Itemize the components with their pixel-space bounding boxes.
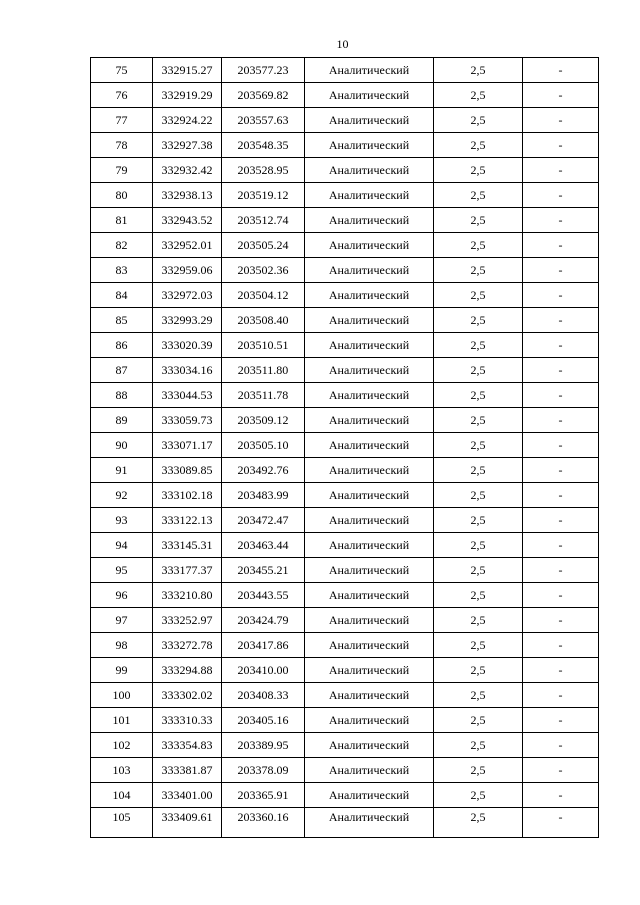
method-cell: Аналитический — [305, 558, 434, 583]
y-coordinate-cell: 203455.21 — [222, 558, 305, 583]
x-coordinate-cell: 333059.73 — [153, 408, 222, 433]
y-coordinate-cell: 203519.12 — [222, 183, 305, 208]
x-coordinate-cell: 332938.13 — [153, 183, 222, 208]
method-cell: Аналитический — [305, 683, 434, 708]
point-number-cell: 81 — [91, 208, 153, 233]
accuracy-cell: 2,5 — [434, 633, 523, 658]
dash-cell: - — [523, 583, 599, 608]
table-row — [91, 483, 599, 508]
y-coordinate-cell: 203443.55 — [222, 583, 305, 608]
accuracy-cell: 2,5 — [434, 183, 523, 208]
y-coordinate-cell: 203424.79 — [222, 608, 305, 633]
point-number-cell: 80 — [91, 183, 153, 208]
point-number-cell: 104 — [91, 783, 153, 808]
x-coordinate-cell: 332924.22 — [153, 108, 222, 133]
accuracy-cell: 2,5 — [434, 758, 523, 783]
point-number-cell: 100 — [91, 683, 153, 708]
x-coordinate-cell: 333354.83 — [153, 733, 222, 758]
table-row — [91, 583, 599, 608]
accuracy-cell: 2,5 — [434, 508, 523, 533]
dash-cell: - — [523, 83, 599, 108]
y-coordinate-cell: 203528.95 — [222, 158, 305, 183]
accuracy-cell: 2,5 — [434, 308, 523, 333]
x-coordinate-cell: 333177.37 — [153, 558, 222, 583]
table-row — [91, 508, 599, 533]
dash-cell: - — [523, 333, 599, 358]
point-number-cell: 78 — [91, 133, 153, 158]
y-coordinate-cell: 203548.35 — [222, 133, 305, 158]
dash-cell: - — [523, 233, 599, 258]
y-coordinate-cell: 203405.16 — [222, 708, 305, 733]
dash-cell: - — [523, 58, 599, 83]
dash-cell: - — [523, 183, 599, 208]
y-coordinate-cell: 203502.36 — [222, 258, 305, 283]
point-number-cell: 96 — [91, 583, 153, 608]
method-cell: Аналитический — [305, 658, 434, 683]
x-coordinate-cell: 332943.52 — [153, 208, 222, 233]
dash-cell: - — [523, 383, 599, 408]
method-cell: Аналитический — [305, 508, 434, 533]
x-coordinate-cell: 333089.85 — [153, 458, 222, 483]
coordinates-table — [90, 57, 599, 838]
method-cell: Аналитический — [305, 183, 434, 208]
dash-cell: - — [523, 508, 599, 533]
table-row — [91, 533, 599, 558]
coordinates-table-body — [91, 58, 599, 838]
dash-cell: - — [523, 483, 599, 508]
point-number-cell: 97 — [91, 608, 153, 633]
x-coordinate-cell: 332927.38 — [153, 133, 222, 158]
point-number-cell: 103 — [91, 758, 153, 783]
y-coordinate-cell: 203508.40 — [222, 308, 305, 333]
point-number-cell: 75 — [91, 58, 153, 83]
point-number-cell: 85 — [91, 308, 153, 333]
x-coordinate-cell: 333252.97 — [153, 608, 222, 633]
x-coordinate-cell: 333122.13 — [153, 508, 222, 533]
dash-cell: - — [523, 108, 599, 133]
point-number-cell: 87 — [91, 358, 153, 383]
method-cell: Аналитический — [305, 458, 434, 483]
dash-cell: - — [523, 533, 599, 558]
dash-cell: - — [523, 808, 599, 838]
accuracy-cell: 2,5 — [434, 558, 523, 583]
x-coordinate-cell: 333044.53 — [153, 383, 222, 408]
dash-cell: - — [523, 458, 599, 483]
accuracy-cell: 2,5 — [434, 133, 523, 158]
dash-cell: - — [523, 683, 599, 708]
method-cell: Аналитический — [305, 733, 434, 758]
method-cell: Аналитический — [305, 208, 434, 233]
point-number-cell: 101 — [91, 708, 153, 733]
method-cell: Аналитический — [305, 258, 434, 283]
accuracy-cell: 2,5 — [434, 483, 523, 508]
dash-cell: - — [523, 158, 599, 183]
method-cell: Аналитический — [305, 758, 434, 783]
x-coordinate-cell: 333071.17 — [153, 433, 222, 458]
method-cell: Аналитический — [305, 383, 434, 408]
y-coordinate-cell: 203505.24 — [222, 233, 305, 258]
x-coordinate-cell: 332959.06 — [153, 258, 222, 283]
method-cell: Аналитический — [305, 133, 434, 158]
table-row — [91, 633, 599, 658]
accuracy-cell: 2,5 — [434, 433, 523, 458]
table-row — [91, 208, 599, 233]
point-number-cell: 91 — [91, 458, 153, 483]
y-coordinate-cell: 203360.16 — [222, 808, 305, 838]
dash-cell: - — [523, 133, 599, 158]
point-number-cell: 98 — [91, 633, 153, 658]
x-coordinate-cell: 333310.33 — [153, 708, 222, 733]
point-number-cell: 83 — [91, 258, 153, 283]
y-coordinate-cell: 203505.10 — [222, 433, 305, 458]
x-coordinate-cell: 332932.42 — [153, 158, 222, 183]
page-number: 10 — [336, 37, 349, 51]
method-cell: Аналитический — [305, 158, 434, 183]
point-number-cell: 79 — [91, 158, 153, 183]
x-coordinate-cell: 333381.87 — [153, 758, 222, 783]
method-cell: Аналитический — [305, 808, 434, 838]
table-row — [91, 183, 599, 208]
table-row — [91, 658, 599, 683]
x-coordinate-cell: 333102.18 — [153, 483, 222, 508]
y-coordinate-cell: 203365.91 — [222, 783, 305, 808]
dash-cell: - — [523, 658, 599, 683]
dash-cell: - — [523, 733, 599, 758]
accuracy-cell: 2,5 — [434, 258, 523, 283]
table-row — [91, 108, 599, 133]
point-number-cell: 94 — [91, 533, 153, 558]
method-cell: Аналитический — [305, 233, 434, 258]
x-coordinate-cell: 333210.80 — [153, 583, 222, 608]
dash-cell: - — [523, 783, 599, 808]
y-coordinate-cell: 203512.74 — [222, 208, 305, 233]
y-coordinate-cell: 203492.76 — [222, 458, 305, 483]
point-number-cell: 105 — [91, 808, 153, 838]
method-cell: Аналитический — [305, 433, 434, 458]
y-coordinate-cell: 203483.99 — [222, 483, 305, 508]
accuracy-cell: 2,5 — [434, 208, 523, 233]
x-coordinate-cell: 333020.39 — [153, 333, 222, 358]
x-coordinate-cell: 332919.29 — [153, 83, 222, 108]
method-cell: Аналитический — [305, 283, 434, 308]
point-number-cell: 82 — [91, 233, 153, 258]
y-coordinate-cell: 203472.47 — [222, 508, 305, 533]
accuracy-cell: 2,5 — [434, 408, 523, 433]
accuracy-cell: 2,5 — [434, 233, 523, 258]
table-row — [91, 733, 599, 758]
table-row — [91, 458, 599, 483]
x-coordinate-cell: 332952.01 — [153, 233, 222, 258]
x-coordinate-cell: 333294.88 — [153, 658, 222, 683]
method-cell: Аналитический — [305, 608, 434, 633]
method-cell: Аналитический — [305, 58, 434, 83]
accuracy-cell: 2,5 — [434, 533, 523, 558]
table-row — [91, 408, 599, 433]
y-coordinate-cell: 203510.51 — [222, 333, 305, 358]
method-cell: Аналитический — [305, 533, 434, 558]
point-number-cell: 93 — [91, 508, 153, 533]
table-row — [91, 608, 599, 633]
y-coordinate-cell: 203569.82 — [222, 83, 305, 108]
accuracy-cell: 2,5 — [434, 108, 523, 133]
point-number-cell: 77 — [91, 108, 153, 133]
dash-cell: - — [523, 258, 599, 283]
y-coordinate-cell: 203577.23 — [222, 58, 305, 83]
point-number-cell: 84 — [91, 283, 153, 308]
method-cell: Аналитический — [305, 108, 434, 133]
table-row — [91, 83, 599, 108]
y-coordinate-cell: 203557.63 — [222, 108, 305, 133]
method-cell: Аналитический — [305, 83, 434, 108]
method-cell: Аналитический — [305, 583, 434, 608]
accuracy-cell: 2,5 — [434, 733, 523, 758]
point-number-cell: 99 — [91, 658, 153, 683]
point-number-cell: 76 — [91, 83, 153, 108]
method-cell: Аналитический — [305, 408, 434, 433]
table-row — [91, 283, 599, 308]
x-coordinate-cell: 333401.00 — [153, 783, 222, 808]
y-coordinate-cell: 203511.78 — [222, 383, 305, 408]
x-coordinate-cell: 333034.16 — [153, 358, 222, 383]
table-row — [91, 783, 599, 808]
table-row — [91, 758, 599, 783]
table-row — [91, 683, 599, 708]
x-coordinate-cell: 332993.29 — [153, 308, 222, 333]
method-cell: Аналитический — [305, 783, 434, 808]
y-coordinate-cell: 203509.12 — [222, 408, 305, 433]
table-row — [91, 333, 599, 358]
dash-cell: - — [523, 758, 599, 783]
y-coordinate-cell: 203408.33 — [222, 683, 305, 708]
x-coordinate-cell: 332915.27 — [153, 58, 222, 83]
y-coordinate-cell: 203410.00 — [222, 658, 305, 683]
accuracy-cell: 2,5 — [434, 333, 523, 358]
table-row — [91, 383, 599, 408]
dash-cell: - — [523, 708, 599, 733]
point-number-cell: 92 — [91, 483, 153, 508]
accuracy-cell: 2,5 — [434, 658, 523, 683]
method-cell: Аналитический — [305, 483, 434, 508]
method-cell: Аналитический — [305, 333, 434, 358]
method-cell: Аналитический — [305, 708, 434, 733]
accuracy-cell: 2,5 — [434, 583, 523, 608]
accuracy-cell: 2,5 — [434, 608, 523, 633]
point-number-cell: 95 — [91, 558, 153, 583]
x-coordinate-cell: 333409.61 — [153, 808, 222, 838]
y-coordinate-cell: 203417.86 — [222, 633, 305, 658]
x-coordinate-cell: 333272.78 — [153, 633, 222, 658]
accuracy-cell: 2,5 — [434, 708, 523, 733]
table-row — [91, 58, 599, 83]
table-row — [91, 133, 599, 158]
accuracy-cell: 2,5 — [434, 83, 523, 108]
accuracy-cell: 2,5 — [434, 808, 523, 838]
method-cell: Аналитический — [305, 308, 434, 333]
table-row — [91, 433, 599, 458]
accuracy-cell: 2,5 — [434, 283, 523, 308]
accuracy-cell: 2,5 — [434, 58, 523, 83]
table-row — [91, 258, 599, 283]
accuracy-cell: 2,5 — [434, 158, 523, 183]
dash-cell: - — [523, 308, 599, 333]
dash-cell: - — [523, 433, 599, 458]
dash-cell: - — [523, 558, 599, 583]
x-coordinate-cell: 333145.31 — [153, 533, 222, 558]
accuracy-cell: 2,5 — [434, 783, 523, 808]
point-number-cell: 90 — [91, 433, 153, 458]
dash-cell: - — [523, 358, 599, 383]
accuracy-cell: 2,5 — [434, 458, 523, 483]
method-cell: Аналитический — [305, 633, 434, 658]
dash-cell: - — [523, 408, 599, 433]
dash-cell: - — [523, 208, 599, 233]
table-row — [91, 358, 599, 383]
point-number-cell: 89 — [91, 408, 153, 433]
method-cell: Аналитический — [305, 358, 434, 383]
accuracy-cell: 2,5 — [434, 358, 523, 383]
point-number-cell: 102 — [91, 733, 153, 758]
table-row — [91, 158, 599, 183]
y-coordinate-cell: 203504.12 — [222, 283, 305, 308]
dash-cell: - — [523, 283, 599, 308]
y-coordinate-cell: 203378.09 — [222, 758, 305, 783]
x-coordinate-cell: 332972.03 — [153, 283, 222, 308]
table-row — [91, 808, 599, 838]
dash-cell: - — [523, 608, 599, 633]
y-coordinate-cell: 203463.44 — [222, 533, 305, 558]
point-number-cell: 86 — [91, 333, 153, 358]
dash-cell: - — [523, 633, 599, 658]
table-row — [91, 233, 599, 258]
y-coordinate-cell: 203389.95 — [222, 733, 305, 758]
x-coordinate-cell: 333302.02 — [153, 683, 222, 708]
table-row — [91, 708, 599, 733]
point-number-cell: 88 — [91, 383, 153, 408]
accuracy-cell: 2,5 — [434, 383, 523, 408]
accuracy-cell: 2,5 — [434, 683, 523, 708]
y-coordinate-cell: 203511.80 — [222, 358, 305, 383]
table-row — [91, 308, 599, 333]
table-row — [91, 558, 599, 583]
